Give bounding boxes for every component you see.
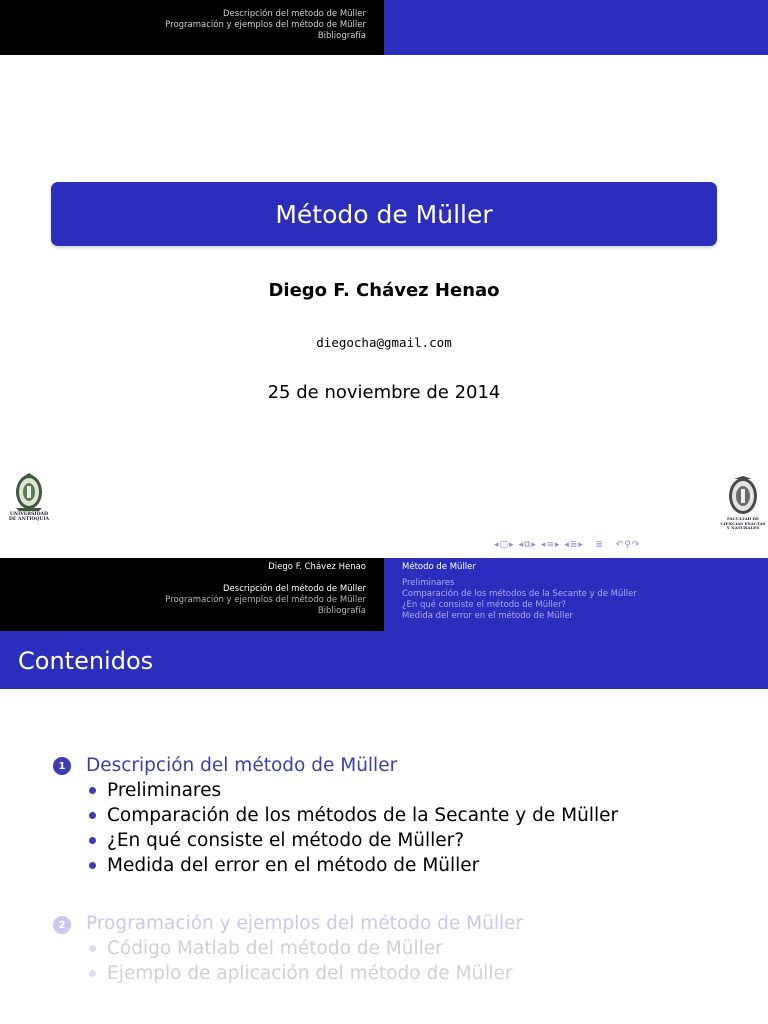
nav-subsection-next-icon[interactable]: ▸ xyxy=(531,540,537,550)
faculty-logo xyxy=(720,476,766,536)
nav-frame-prev-icon[interactable]: ◂ xyxy=(494,540,500,550)
toc-subsection-2-2[interactable]: Ejemplo de aplicación del método de Müller xyxy=(107,963,513,984)
toc-subsection-1-1[interactable]: Preliminares xyxy=(107,780,222,801)
header-section-2[interactable]: Programación y ejemplos del método de Müller xyxy=(165,20,366,30)
slide2-header-right xyxy=(384,558,768,631)
nav-section-icon[interactable]: ≡ xyxy=(546,540,555,550)
bullet-icon xyxy=(89,970,96,977)
presentation-title: Método de Müller xyxy=(275,199,493,229)
toc-section-number-1: 1 xyxy=(53,757,71,775)
header-section-3[interactable]: Bibliografía xyxy=(317,606,366,616)
title-box xyxy=(51,182,717,246)
logo-right-line-3: Y NATURALES xyxy=(726,525,760,531)
nav-back-icon[interactable]: ↶ xyxy=(607,540,625,550)
nav-search-icon[interactable]: ⚲ xyxy=(624,540,632,550)
university-logo xyxy=(6,472,52,528)
presentation-date: 25 de noviembre de 2014 xyxy=(267,382,501,403)
logo-right-line-1: FACULTAD DE xyxy=(726,516,760,521)
bullet-icon xyxy=(89,945,96,952)
author-name: Diego F. Chávez Henao xyxy=(268,280,500,301)
frame-title-bar xyxy=(0,631,768,689)
header-subsection-2[interactable]: Comparación de los métodos de la Secante y de Müller xyxy=(402,589,637,599)
logo-left-line-2: DE ANTIOQUIA xyxy=(8,517,50,522)
bullet-icon xyxy=(89,787,96,794)
header-subsection-3[interactable]: ¿En qué consiste el método de Müller? xyxy=(402,600,567,610)
header-section-2[interactable]: Programación y ejemplos del método de Müller xyxy=(165,595,366,605)
nav-frame-next-icon[interactable]: ▸ xyxy=(509,540,515,550)
nav-subsection-icon[interactable]: ⧉ xyxy=(523,540,532,550)
nav-forward-icon[interactable]: ↷ xyxy=(631,540,641,550)
header-subsection-1[interactable]: Preliminares xyxy=(402,578,455,588)
nav-frame-icon[interactable]: ▢ xyxy=(499,540,510,550)
nav-doc-prev-icon[interactable]: ◂ xyxy=(564,540,570,550)
nav-section-next-icon[interactable]: ▸ xyxy=(554,540,561,550)
author-email: diegocha@gmail.com xyxy=(316,335,452,350)
nav-appendix-icon[interactable]: ≣ xyxy=(587,540,605,550)
university-seal-icon xyxy=(6,472,52,512)
slide2-header-left xyxy=(0,558,384,631)
faculty-seal-icon xyxy=(720,476,766,516)
slide1-header-left xyxy=(0,0,384,55)
toc-subsection-1-4[interactable]: Medida del error en el método de Müller xyxy=(107,855,480,876)
toc-subsection-1-2[interactable]: Comparación de los métodos de la Secante y de Müller xyxy=(107,805,619,826)
logo-right-line-2: CIENCIAS EXACTAS xyxy=(720,520,766,526)
header-section-3[interactable]: Bibliografía xyxy=(317,31,366,41)
slide1-header-right xyxy=(384,0,768,55)
frame-title: Contenidos xyxy=(18,647,154,675)
toc-section-number-2: 2 xyxy=(53,916,71,934)
nav-section-prev-icon[interactable]: ◂ xyxy=(540,540,547,550)
bullet-icon xyxy=(89,837,96,844)
beamer-navigation xyxy=(494,540,640,550)
header-author: Diego F. Chávez Henao xyxy=(268,562,366,572)
header-title: Método de Müller xyxy=(402,562,476,572)
toc-subsection-2-1[interactable]: Código Matlab del método de Müller xyxy=(107,938,443,959)
toc-subsection-1-3[interactable]: ¿En qué consiste el método de Müller? xyxy=(107,830,465,851)
header-section-1[interactable]: Descripción del método de Müller xyxy=(223,9,366,19)
bullet-icon xyxy=(89,862,96,869)
bullet-icon xyxy=(89,812,96,819)
header-subsection-4[interactable]: Medida del error en el método de Müller xyxy=(402,611,574,621)
nav-doc-icon[interactable]: ≣ xyxy=(569,540,579,550)
header-section-active[interactable]: Descripción del método de Müller xyxy=(223,584,366,594)
toc-section-1[interactable]: Descripción del método de Müller xyxy=(86,755,398,776)
logo-left-line-1: UNIVERSIDAD xyxy=(9,512,49,517)
nav-subsection-prev-icon[interactable]: ◂ xyxy=(518,540,524,550)
toc-section-2[interactable]: Programación y ejemplos del método de Müller xyxy=(86,913,524,934)
nav-doc-next-icon[interactable]: ▸ xyxy=(578,540,584,550)
